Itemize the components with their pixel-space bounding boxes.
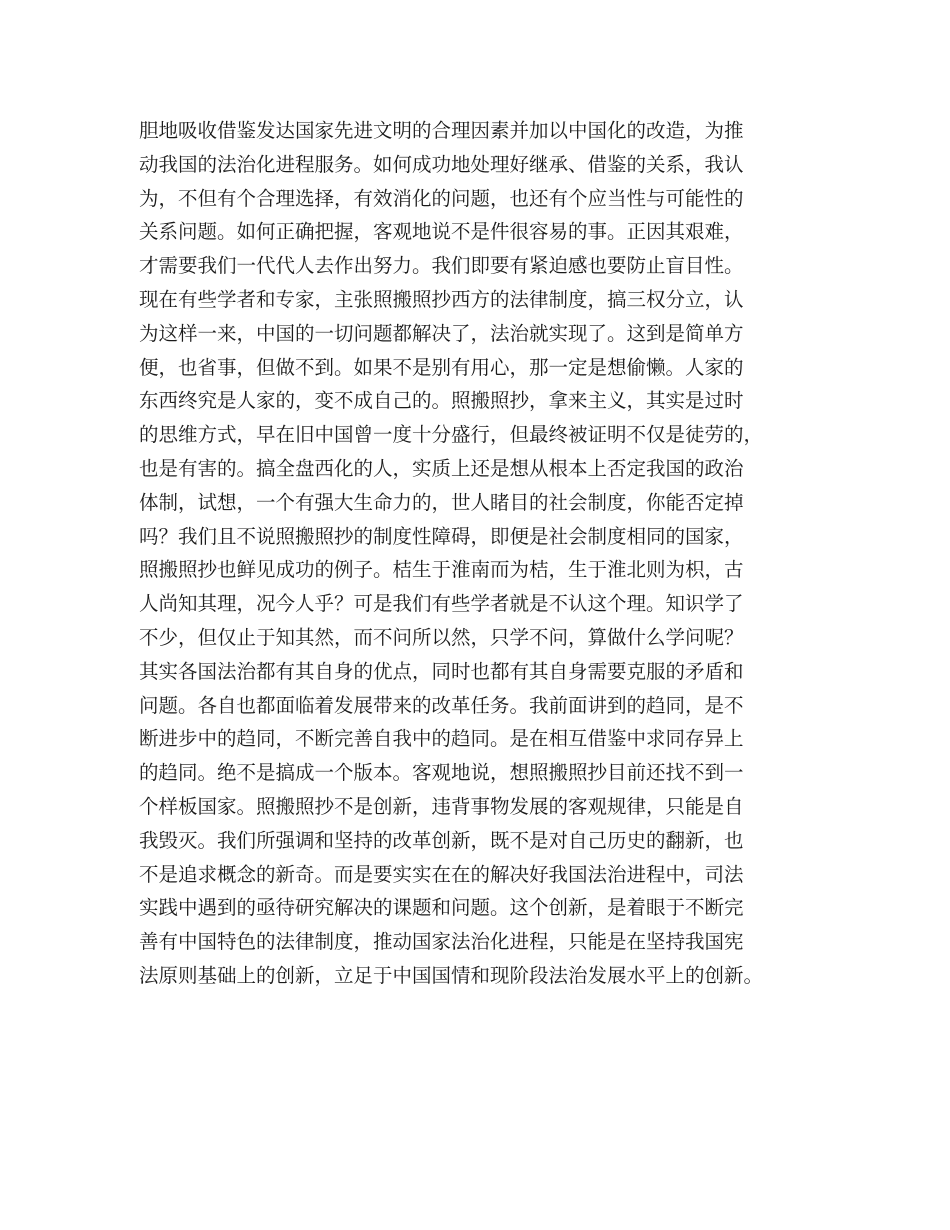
text-line: 胆地吸收借鉴发达国家先进文明的合理因素并加以中国化的改造，为推 bbox=[139, 119, 744, 142]
text-line: 法原则基础上的创新，立足于中国国情和现阶段法治发展水平上的创新。 bbox=[139, 963, 764, 987]
text-line: 体制，试想，一个有强大生命力的，世人睹目的社会制度，你能否定掉 bbox=[139, 490, 744, 514]
text-line: 现在有些学者和专家，主张照搬照抄西方的法律制度，搞三权分立，认 bbox=[139, 287, 744, 311]
text-line: 不是追求概念的新奇。而是要实实在在的解决好我国法治进程中，司法 bbox=[139, 862, 744, 886]
text-line: 为这样一来，中国的一切问题都解决了，法治就实现了。这到是简单方 bbox=[139, 321, 744, 345]
text-line: 的思维方式，早在旧中国曾一度十分盛行，但最终被证明不仅是徒劳的， bbox=[139, 423, 764, 447]
text-line: 照搬照抄也鲜见成功的例子。桔生于淮南而为桔，生于淮北则为枳，古 bbox=[139, 558, 744, 582]
text-line: 吗？我们且不说照搬照抄的制度性障碍，即便是社会制度相同的国家， bbox=[139, 524, 744, 548]
text-line: 人尚知其理，况今人乎？可是我们有些学者就是不认这个理。知识学了 bbox=[139, 592, 744, 616]
text-line: 也是有害的。搞全盘西化的人，实质上还是想从根本上否定我国的政治 bbox=[139, 456, 744, 480]
text-line: 便，也省事，但做不到。如果不是别有用心，那一定是想偷懒。人家的 bbox=[139, 355, 744, 379]
text-line: 为，不但有个合理选择，有效消化的问题，也还有个应当性与可能性的 bbox=[139, 186, 744, 210]
body-text bbox=[139, 114, 839, 993]
text-line: 不少，但仅止于知其然，而不问所以然，只学不问，算做什么学问呢？ bbox=[139, 625, 744, 649]
text-line: 我毁灭。我们所强调和坚持的改革创新，既不是对自己历史的翻新，也 bbox=[139, 828, 744, 852]
text-line: 东西终究是人家的，变不成自己的。照搬照抄，拿来主义，其实是过时 bbox=[139, 389, 744, 413]
text-line: 其实各国法治都有其自身的优点，同时也都有其自身需要克服的矛盾和 bbox=[139, 659, 744, 683]
text-line: 实践中遇到的亟待研究解决的课题和问题。这个创新，是着眼于不断完 bbox=[139, 896, 744, 920]
text-line: 善有中国特色的法律制度，推动国家法治化进程，只能是在坚持我国宪 bbox=[139, 930, 744, 954]
text-line: 才需要我们一代代人去作出努力。我们即要有紧迫感也要防止盲目性。 bbox=[139, 254, 744, 278]
text-line: 断进步中的趋同，不断完善自我中的趋同。是在相互借鉴中求同存异上 bbox=[139, 727, 744, 751]
text-line: 个样板国家。照搬照抄不是创新，违背事物发展的客观规律，只能是自 bbox=[139, 794, 744, 818]
text-line: 动我国的法治化进程服务。如何成功地处理好继承、借鉴的关系，我认 bbox=[139, 152, 744, 176]
text-line: 的趋同。绝不是搞成一个版本。客观地说，想照搬照抄目前还找不到一 bbox=[139, 761, 744, 785]
text-line: 关系问题。如何正确把握，客观地说不是件很容易的事。正因其艰难， bbox=[139, 220, 744, 244]
text-line: 问题。各自也都面临着发展带来的改革任务。我前面讲到的趋同，是不 bbox=[139, 693, 744, 717]
